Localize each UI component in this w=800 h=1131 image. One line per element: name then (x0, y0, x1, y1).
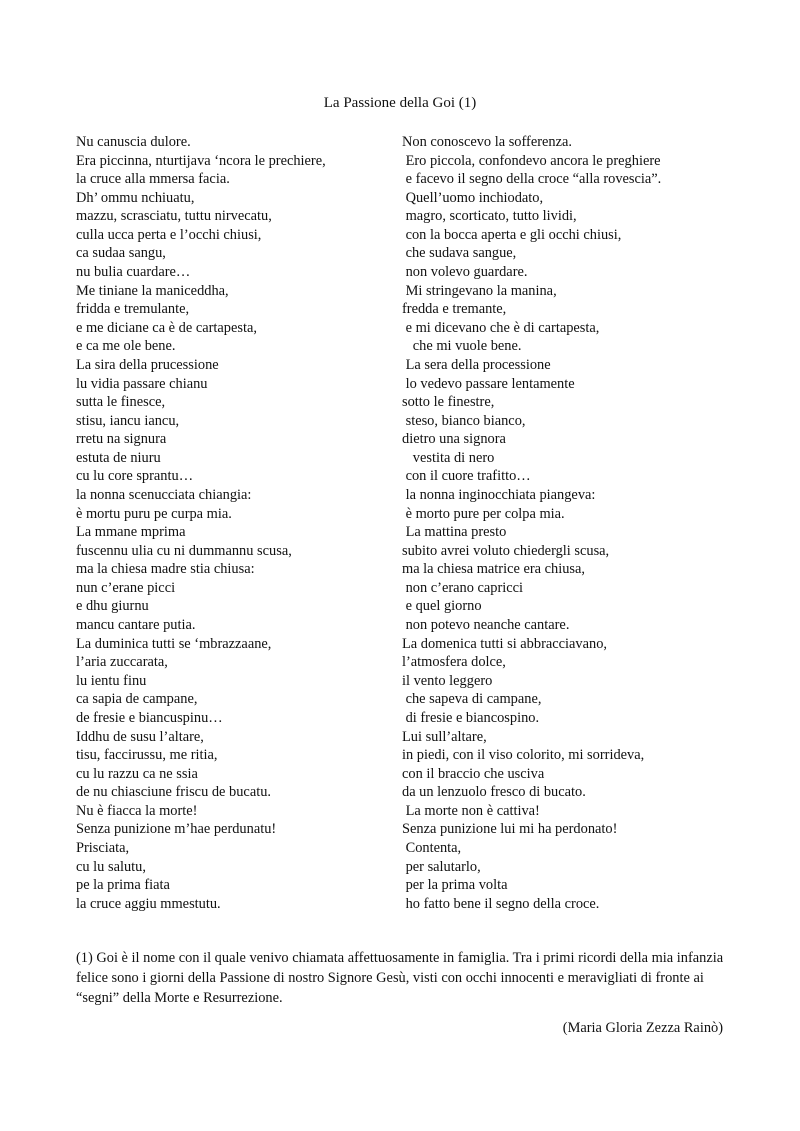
poem-line: e quel giorno (402, 598, 482, 615)
poem-line: La domenica tutti si abbracciavano, (402, 635, 607, 652)
poem-line: con il cuore trafitto… (402, 468, 531, 485)
poem-line: Mi stringevano la manina, (402, 282, 557, 299)
poem-line: la cruce alla mmersa facia. (76, 171, 230, 188)
poem-line: e facevo il segno della croce “alla rovescia”. (402, 171, 662, 188)
poem-line: ca sapia de campane, (76, 691, 198, 708)
poem-line: La sira della prucessione (76, 356, 219, 373)
footnote: (1) Goi è il nome con il quale venivo chiamata affettuosamente in famiglia. Tra i primi ricordi della mia infanzia felice sono i giorni della Passione di nostro Signore Gesù, visti con occhi innocenti e meravigliati di fronte ai “segni” della Morte e Resurrezione. (76, 950, 724, 1006)
poem-line: ma la chiesa madre stia chiusa: (76, 561, 255, 578)
poem-line: e dhu giurnu (76, 598, 149, 615)
poem-line: la nonna scenucciata chiangia: (76, 486, 252, 503)
poem-line: de nu chiasciune friscu de bucatu. (76, 784, 271, 801)
poem-line: ca sudaa sangu, (76, 245, 166, 262)
poem-line: vestita di nero (402, 449, 495, 466)
poem-line: Ero piccola, confondevo ancora le preghiere (402, 152, 661, 169)
poem-line: cu lu salutu, (76, 858, 146, 875)
poem-line: che mi vuole bene. (402, 338, 522, 355)
poem-line: Lui sull’altare, (402, 728, 487, 745)
poem-line: Dh’ ommu nchiuatu, (76, 189, 195, 206)
poem-line: fuscennu ulia cu ni dummannu scusa, (76, 542, 292, 559)
poem-line: lu vidia passare chianu (76, 375, 208, 392)
poem-line: nun c’erane picci (76, 579, 176, 596)
poem-line: con la bocca aperta e gli occhi chiusi, (402, 226, 622, 243)
poem-line: l’aria zuccarata, (76, 654, 168, 671)
poem-line: dietro una signora (402, 431, 506, 448)
poem-line: subito avrei voluto chiedergli scusa, (402, 542, 610, 559)
poem-line: per la prima volta (402, 877, 508, 894)
poem-line: mancu cantare putia. (76, 617, 196, 634)
poem-line: Me tiniane la maniceddha, (76, 282, 229, 299)
poem-line: lo vedevo passare lentamente (402, 375, 575, 392)
poem-line: La morte non è cattiva! (402, 802, 540, 819)
poem-line: ho fatto bene il segno della croce. (402, 895, 600, 912)
poem-line: pe la prima fiata (76, 877, 170, 894)
poem-line: Non conoscevo la sofferenza. (402, 134, 572, 150)
poem-line: Contenta, (402, 839, 462, 856)
poem-line: non c’erano capricci (402, 579, 524, 596)
poem-line: fredda e tremante, (402, 301, 507, 318)
poem-line: La duminica tutti se ‘mbrazzaane, (76, 635, 272, 652)
poem-line: cu lu razzu ca ne ssia (76, 765, 198, 782)
poem-line: La mattina presto (402, 524, 507, 541)
poem-line: ma la chiesa matrice era chiusa, (402, 561, 585, 578)
poem-line: lu ientu finu (76, 672, 147, 689)
poem-line: e mi dicevano che è di cartapesta, (402, 319, 600, 336)
poem-line: la nonna inginocchiata piangeva: (402, 486, 596, 503)
poem-line: de fresie e biancuspinu… (76, 709, 223, 726)
poem-line: steso, bianco bianco, (402, 412, 526, 429)
poem-line: e me diciane ca è de cartapesta, (76, 319, 257, 336)
poem-line: non potevo neanche cantare. (402, 617, 570, 634)
poem-line: per salutarlo, (402, 858, 481, 875)
poem-line: estuta de niuru (76, 449, 161, 466)
poem-line: Iddhu de susu l’altare, (76, 728, 204, 745)
poem-line: culla ucca perta e l’occhi chiusi, (76, 226, 262, 243)
author-signature: (Maria Gloria Zezza Rainò) (562, 1020, 723, 1036)
poem-line: da un lenzuolo fresco di bucato. (402, 784, 586, 801)
poem-line: Era piccinna, nturtijava ‘ncora le prechiere, (76, 152, 326, 169)
poem-line: La sera della processione (402, 356, 551, 373)
poem-line: Quell’uomo inchiodato, (402, 189, 544, 206)
poem-line: sutta le finesce, (76, 394, 166, 411)
poem-line: tisu, faccirussu, me ritia, (76, 747, 218, 764)
poem-line: Senza punizione m’hae perdunatu! (76, 821, 277, 838)
poem-line: è mortu puru pe curpa mia. (76, 505, 232, 522)
dialect-column (76, 133, 396, 913)
poem-line: nu bulia cuardare… (76, 264, 191, 281)
poem-line: rretu na signura (76, 431, 167, 448)
poem-line: e ca me ole bene. (76, 338, 176, 355)
poem-line: La mmane mprima (76, 524, 186, 541)
poem-line: il vento leggero (402, 672, 493, 689)
poem-title: La Passione della Goi (1) (323, 95, 477, 111)
italian-column (402, 133, 762, 913)
poem-line: con il braccio che usciva (402, 765, 545, 782)
poem-line: l’atmosfera dolce, (402, 654, 506, 671)
poem-line: di fresie e biancospino. (402, 709, 540, 726)
poem-line: magro, scorticato, tutto lividi, (402, 208, 577, 225)
poem-line: fridda e tremulante, (76, 301, 190, 318)
poem-line: non volevo guardare. (402, 264, 528, 281)
poem-line: mazzu, scrasciatu, tuttu nirvecatu, (76, 208, 272, 225)
poem-line: Prisciata, (76, 839, 130, 856)
poem-line: Senza punizione lui mi ha perdonato! (402, 821, 618, 838)
poem-line: che sapeva di campane, (402, 691, 542, 708)
poem-line: che sudava sangue, (402, 245, 517, 262)
poem-line: Nu canuscia dulore. (76, 134, 191, 150)
poem-line: è morto pure per colpa mia. (402, 505, 565, 522)
poem-line: cu lu core sprantu… (76, 468, 194, 485)
poem-line: stisu, iancu iancu, (76, 412, 180, 429)
poem-line: in piedi, con il viso colorito, mi sorrideva, (402, 747, 645, 764)
poem-line: sotto le finestre, (402, 394, 495, 411)
poem-line: la cruce aggiu mmestutu. (76, 895, 221, 912)
poem-line: Nu è fiacca la morte! (76, 802, 198, 819)
